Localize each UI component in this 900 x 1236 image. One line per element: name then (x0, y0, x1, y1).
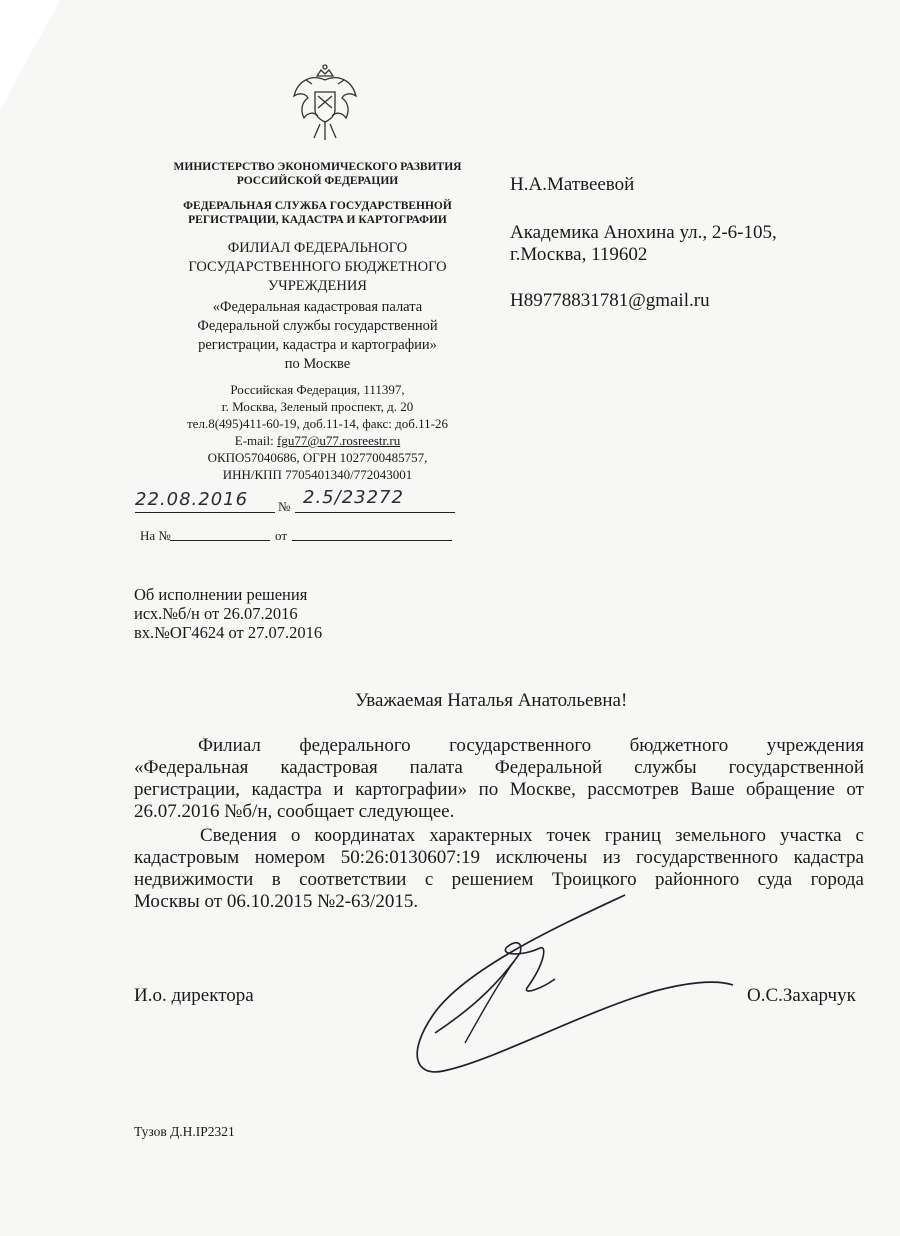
subject-line: вх.№ОГ4624 от 27.07.2016 (134, 623, 323, 642)
reference-label: На № (140, 528, 171, 543)
subject-line: исх.№б/н от 26.07.2016 (134, 604, 298, 623)
reference-date-underline (292, 540, 452, 541)
service-heading (140, 199, 495, 227)
signatory-name: О.С.Захарчук (747, 985, 856, 1006)
ministry-heading (140, 160, 495, 188)
branch-address (140, 381, 495, 483)
signatory-position: И.о. директора (134, 985, 254, 1006)
branch-email-link[interactable]: fgu77@u77.rosreestr.ru (277, 433, 401, 448)
paragraph-line: Филиал федерального государственного бюджетного учреждения (198, 735, 864, 756)
address-line: Российская Федерация, 111397, (230, 382, 405, 397)
paragraph-line: кадастровым номером 50:26:0130607:19 исключены из государственного кадастра (134, 847, 864, 868)
ministry-line: РОССИЙСКОЙ ФЕДЕРАЦИИ (236, 175, 399, 187)
address-line: тел.8(495)411-60-19, доб.11-14, факс: доб.11-26 (187, 416, 448, 431)
executor-note: Тузов Д.Н.IP2321 (134, 1124, 235, 1139)
outgoing-date: 22.08.2016 (135, 489, 249, 510)
branch-line: ФИЛИАЛ ФЕДЕРАЛЬНОГО (227, 240, 408, 256)
number-underline (295, 512, 455, 513)
paragraph-line: Москвы от 06.10.2015 №2-63/2015. (134, 891, 419, 912)
branch-line: ГОСУДАРСТВЕННОГО БЮДЖЕТНОГО (188, 259, 447, 275)
handwritten-signature (395, 893, 735, 1083)
branch-line: по Москве (284, 356, 351, 372)
branch-line: Федеральной службы государственной (197, 318, 438, 334)
reference-underline (170, 540, 270, 541)
service-line: РЕГИСТРАЦИИ, КАДАСТРА И КАРТОГРАФИИ (188, 214, 447, 226)
date-underline (135, 512, 275, 513)
codes-line: ОКПО57040686, ОГРН 1027700485757, (207, 450, 428, 465)
ministry-line: МИНИСТЕРСТВО ЭКОНОМИЧЕСКОГО РАЗВИТИЯ (173, 161, 462, 173)
outgoing-number: 2.5/23272 (303, 487, 404, 508)
recipient-email: Н89778831781@gmail.ru (510, 290, 710, 311)
paragraph-1 (134, 735, 864, 823)
branch-line: регистрации, кадастра и картографии» (198, 337, 437, 353)
salutation: Уважаемая Наталья Анатольевна! (355, 690, 628, 711)
recipient-name: Н.А.Матвеевой (510, 174, 635, 195)
number-sign: № (278, 499, 291, 514)
branch-line: «Федеральная кадастровая палата (212, 299, 423, 315)
subject-block (134, 585, 322, 642)
codes-line: ИНН/КПП 7705401340/772043001 (222, 467, 413, 482)
reference-from-label: от (275, 528, 288, 543)
folded-corner (0, 0, 60, 110)
recipient-address: Академика Анохина ул., 2-6-105, (510, 222, 777, 243)
paragraph-line: «Федеральная кадастровая палата Федеральной службы государственной (134, 757, 864, 778)
email-line (140, 432, 495, 449)
paragraph-line: Сведения о координатах характерных точек границ земельного участка с (200, 825, 864, 846)
paragraph-line: недвижимости в соответствии с решением Троицкого районного суда города (134, 869, 864, 890)
recipient-city: г.Москва, 119602 (510, 244, 648, 265)
subject-line: Об исполнении решения (134, 585, 308, 604)
service-line: ФЕДЕРАЛЬНАЯ СЛУЖБА ГОСУДАРСТВЕННОЙ (183, 200, 452, 212)
double-headed-eagle-emblem-icon (290, 62, 360, 148)
branch-heading (140, 239, 495, 374)
address-line: г. Москва, Зеленый проспект, д. 20 (221, 399, 414, 414)
paragraph-line: регистрации, кадастра и картографии» по Москве, рассмотрев Ваше обращение от (134, 779, 864, 800)
branch-line: УЧРЕЖДЕНИЯ (268, 278, 367, 294)
paragraph-line: 26.07.2016 №б/н, сообщает следующее. (134, 801, 455, 822)
email-label: E-mail: (234, 433, 278, 448)
